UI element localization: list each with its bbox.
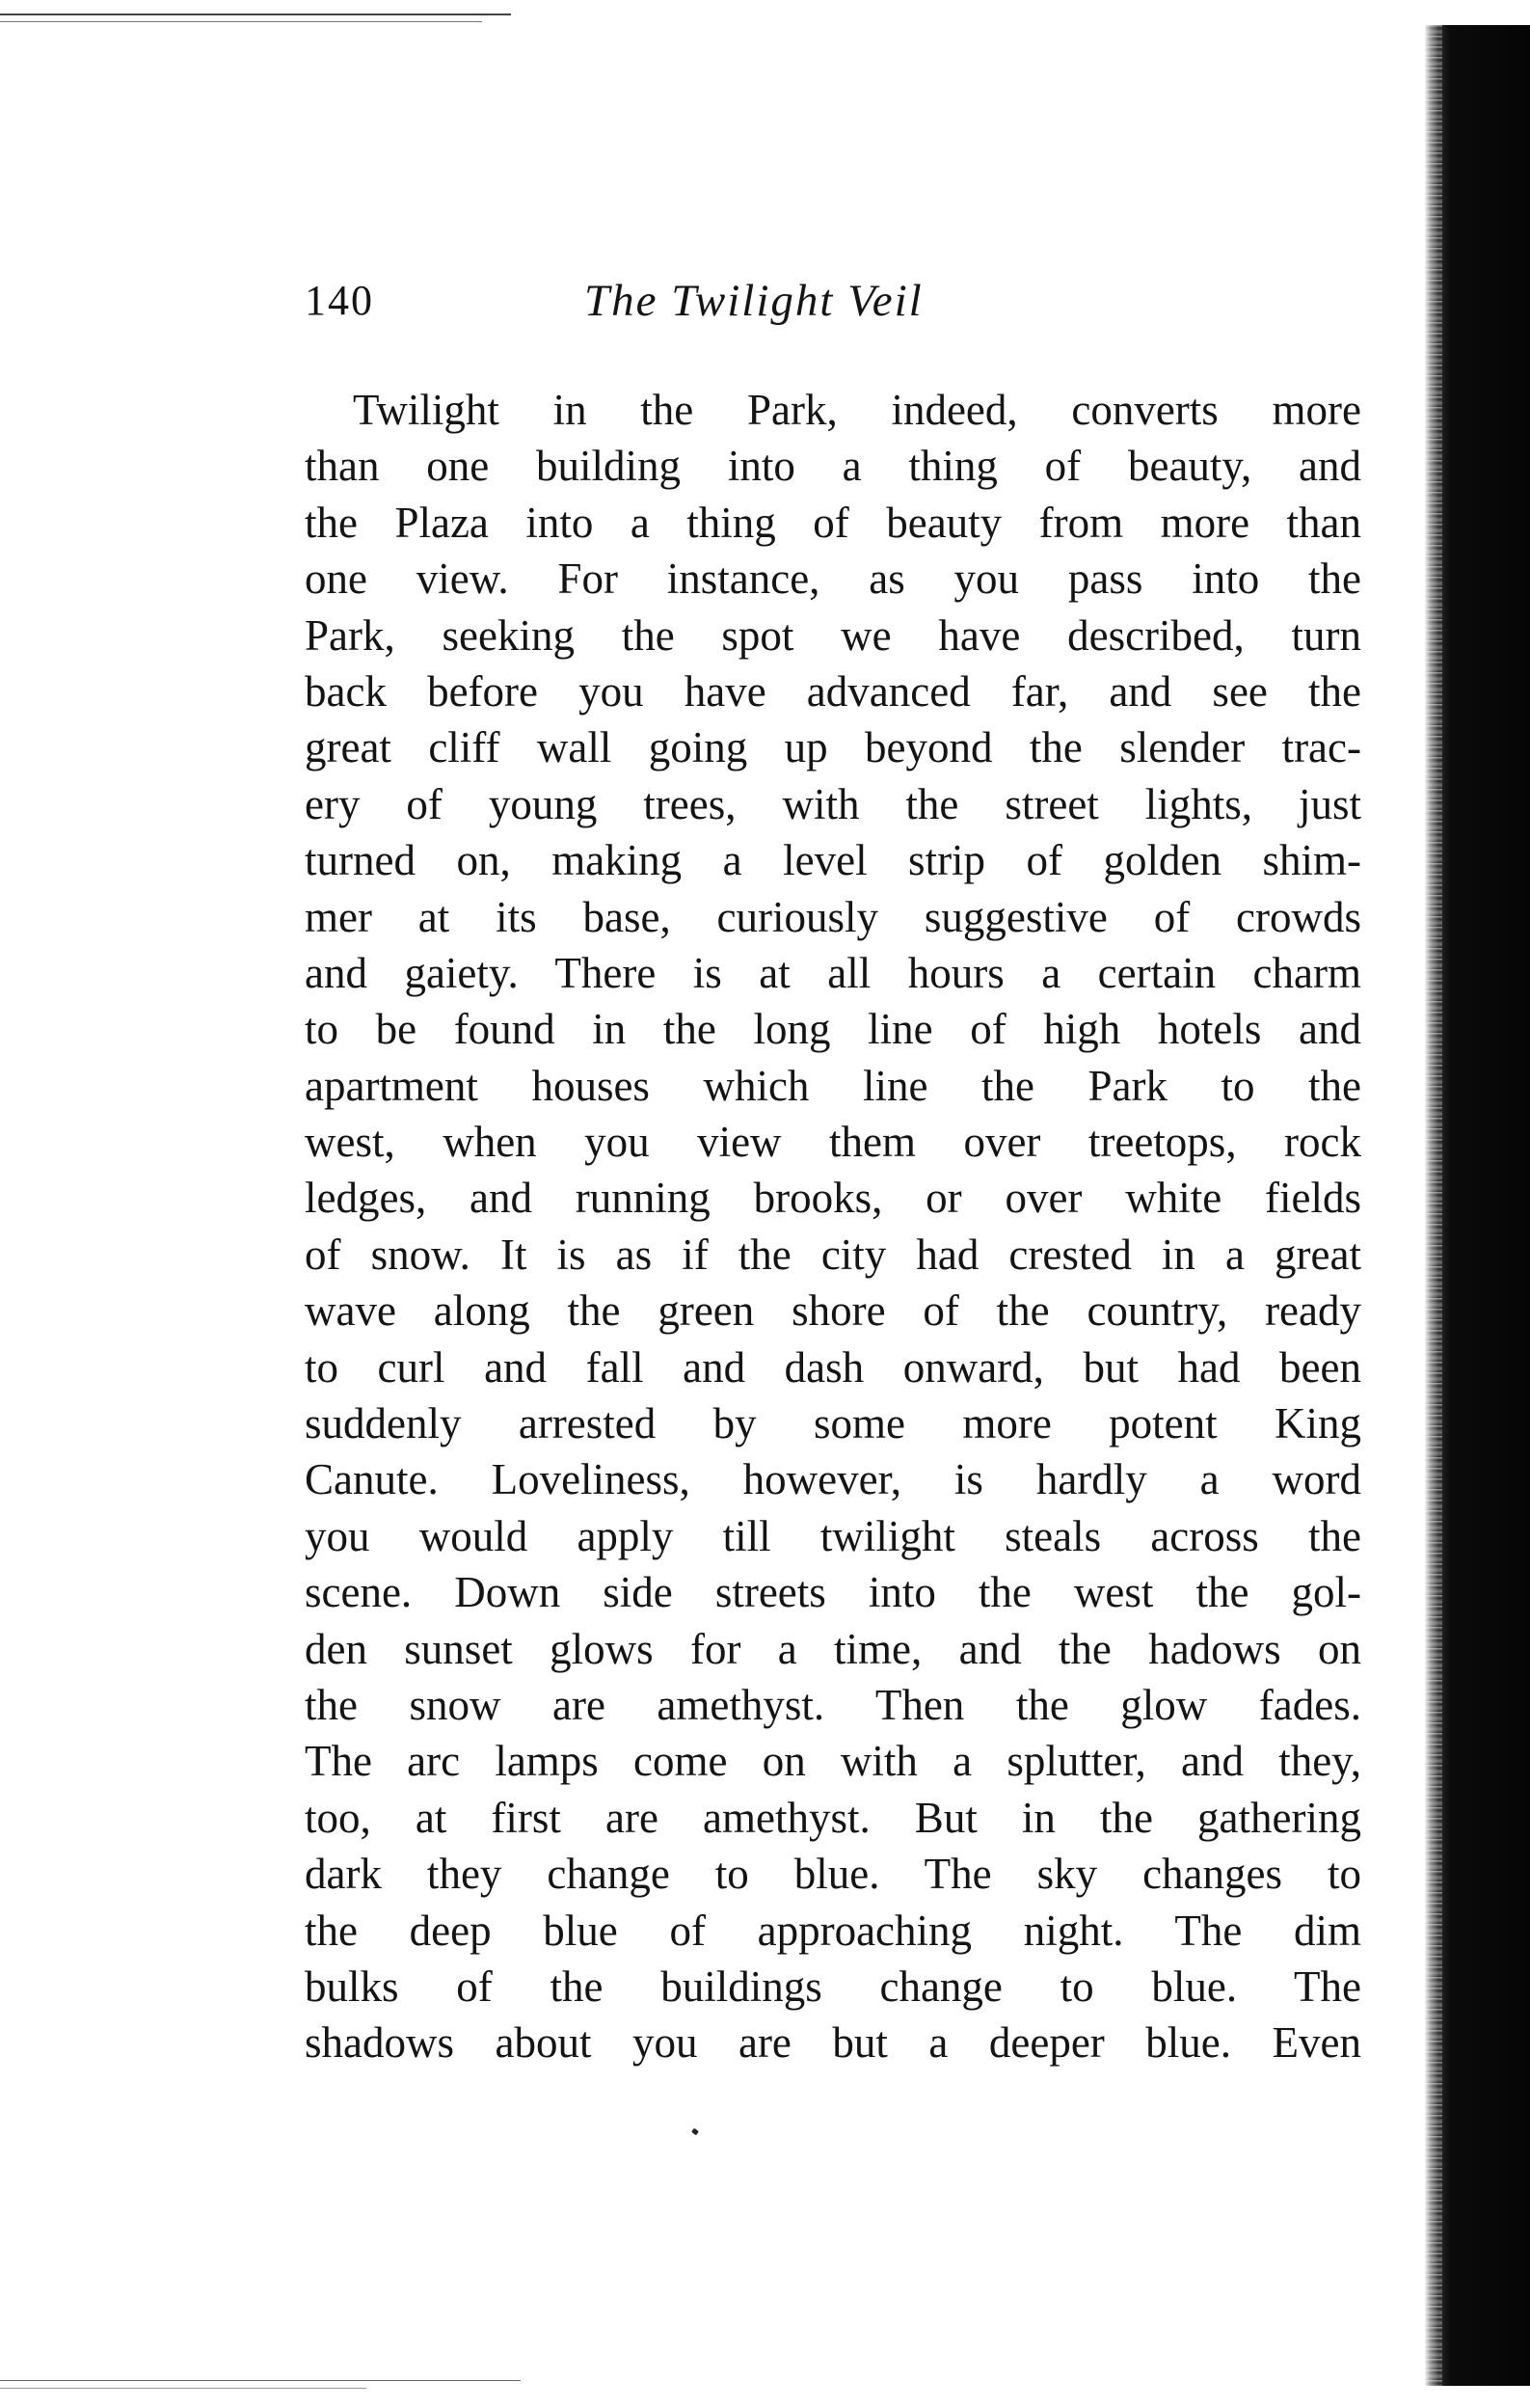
bottom-edge-rule-secondary — [0, 2388, 366, 2389]
text-line: great cliff wall going up beyond the slender trac- — [305, 723, 1361, 772]
text-line: turned on, making a level strip of golden shim- — [305, 836, 1361, 885]
text-line: of snow. It is as if the city had crested in a great — [305, 1230, 1361, 1279]
text-line: west, when you view them over treetops, rock — [305, 1118, 1361, 1167]
text-line: too, at first are amethyst. But in the gathering — [305, 1793, 1361, 1842]
running-head — [305, 272, 1365, 330]
bottom-edge-rule — [0, 2380, 521, 2381]
text-line: than one building into a thing of beauty, and — [305, 442, 1361, 491]
text-line: one view. For instance, as you pass into the — [305, 555, 1361, 604]
page-number: 140 — [305, 277, 374, 324]
text-line: to curl and fall and dash onward, but had been — [305, 1342, 1361, 1392]
text-line: den sunset glows for a time, and the hadows on — [305, 1624, 1361, 1673]
text-line: to be found in the long line of high hotels and — [305, 1005, 1361, 1054]
text-line: bulks of the buildings change to blue. The — [305, 1962, 1361, 2011]
top-edge-rule-secondary — [0, 21, 482, 22]
text-line: suddenly arrested by some more potent King — [305, 1399, 1361, 1448]
text-line: wave along the green shore of the country, ready — [305, 1286, 1361, 1336]
text-line: the deep blue of approaching night. The dim — [305, 1906, 1361, 1955]
text-line: the snow are amethyst. Then the glow fades. — [305, 1680, 1361, 1729]
body-paragraph — [305, 382, 1361, 2071]
text-line: scene. Down side streets into the west the gol- — [305, 1568, 1361, 1617]
text-line: ery of young trees, with the street lights, just — [305, 779, 1361, 828]
text-line: mer at its base, curiously suggestive of crowds — [305, 892, 1361, 941]
text-line: ledges, and running brooks, or over white fields — [305, 1174, 1361, 1223]
top-edge-rule — [0, 14, 511, 15]
running-title: The Twilight Veil — [584, 276, 924, 326]
text-line: dark they change to blue. The sky changes to — [305, 1850, 1361, 1899]
text-line: and gaiety. There is at all hours a certain charm — [305, 948, 1361, 997]
stray-ink-mark — [691, 2128, 699, 2136]
text-line: back before you have advanced far, and see the — [305, 666, 1361, 716]
text-line: apartment houses which line the Park to the — [305, 1061, 1361, 1110]
text-line: Twilight in the Park, indeed, converts more — [353, 386, 1361, 434]
text-line: Canute. Loveliness, however, is hardly a word — [305, 1455, 1361, 1504]
text-line: you would apply till twilight steals across the — [305, 1511, 1361, 1560]
text-line: the Plaza into a thing of beauty from more than — [305, 498, 1361, 547]
text-line: The arc lamps come on with a splutter, and they, — [305, 1737, 1361, 1786]
text-line: shadows about you are but a deeper blue. Even — [305, 2018, 1361, 2068]
text-line: Park, seeking the spot we have described, turn — [305, 610, 1361, 660]
page-binding-shadow — [1425, 25, 1530, 2386]
